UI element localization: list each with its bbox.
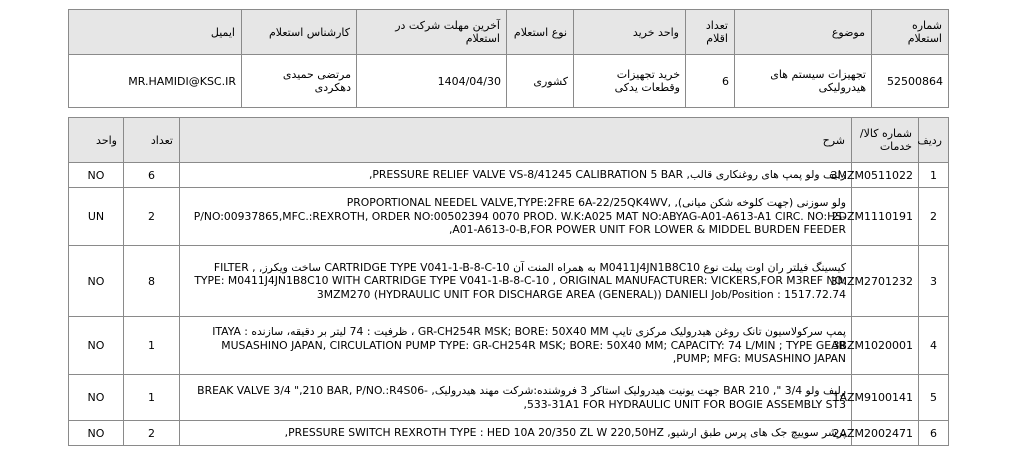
inquiry-deadline: 1404/04/30 xyxy=(357,55,507,108)
header-col-deadline: آخرین مهلت شرکت در استعلام xyxy=(357,10,507,55)
header-col-expert: کارشناس استعلام xyxy=(242,10,357,55)
row-unit: UN xyxy=(69,188,124,246)
row-index: 6 xyxy=(919,421,949,446)
row-qty: 2 xyxy=(124,421,180,446)
row-description: رلیف ولو پمپ های روغنکاری قالب, PRESSURE RELIEF VALVE VS-8/41245 CALIBRATION 5 BAR, xyxy=(180,163,852,188)
row-unit: NO xyxy=(69,375,124,421)
row-unit: NO xyxy=(69,317,124,375)
inquiry-type: کشوری xyxy=(507,55,574,108)
row-index: 2 xyxy=(919,188,949,246)
items-header-row xyxy=(69,118,949,163)
items-col-description: شرح xyxy=(180,118,852,163)
row-qty: 1 xyxy=(124,317,180,375)
header-col-unit: واحد خرید xyxy=(574,10,686,55)
header-row xyxy=(69,10,949,55)
row-description: ولو سوزنی (جهت کلوخه شکن میانی), PROPORTIONAL NEEDEL VALVE,TYPE:2FRE 6A-22/25QK4WV, P/NO:00937865,MFC.:REXROTH, ORDER NO:00502394 0070 PROD. W.K:A025 MAT NO:ABYAG-A01-A613-A1 CIRC. NO:HS-A01-A613-0-B,FOR POWER UNIT FOR LOWER & MIDDEL BURDEN FEEDER, xyxy=(180,188,852,246)
table-row xyxy=(69,375,949,421)
row-qty: 1 xyxy=(124,375,180,421)
table-row xyxy=(69,246,949,317)
row-unit: NO xyxy=(69,163,124,188)
items-col-code: شماره کالا/خدمات xyxy=(852,118,919,163)
items-col-qty: تعداد xyxy=(124,118,180,163)
row-index: 5 xyxy=(919,375,949,421)
table-row xyxy=(69,163,949,188)
items-col-index: ردیف xyxy=(919,118,949,163)
inquiry-unit: خرید تجهیزات وقطعات یدکی xyxy=(574,55,686,108)
row-code: 3BZM1020001 xyxy=(852,317,919,375)
row-code: 1AZM9100141 xyxy=(852,375,919,421)
header-col-email: ایمیل xyxy=(69,10,242,55)
row-index: 1 xyxy=(919,163,949,188)
row-index: 3 xyxy=(919,246,949,317)
row-code: 3MZM0511022 xyxy=(852,163,919,188)
row-code: 2AZM2002471 xyxy=(852,421,919,446)
header-col-type: نوع استعلام xyxy=(507,10,574,55)
row-index: 4 xyxy=(919,317,949,375)
inquiry-number: 52500864 xyxy=(872,55,949,108)
row-description: پمپ سرکولاسیون تانک روغن هیدرولیک مرکزی تایپ GR-CH254R MSK; BORE: 50X40 MM ، ظرفیت : 74 لیتر بر دقیقه، سازنده : ITAYA MUSASHINO JAPAN, CIRCULATION PUMP TYPE: GR-CH254R MSK; BORE: 50X40 MM; CAPACITY: 74 L/MIN ; TYPE GEAR PUMP; MFG: MUSASHINO JAPAN, xyxy=(180,317,852,375)
inquiry-email: MR.HAMIDI@KSC.IR xyxy=(69,55,242,108)
row-qty: 6 xyxy=(124,163,180,188)
row-unit: NO xyxy=(69,421,124,446)
row-description: کیسینگ فیلتر ران اوت پیلت نوع M0411J4JN1B8C10 به همراه المنت آن CARTRIDGE TYPE V041-1-B-8-C-10 ساخت ویکرز, FILTER , TYPE: M0411J4JN1B8C10 WITH CARTRIDGE TYPE V041-1-B-8-C-10 , ORIGINAL MANUFACTURER: VICKERS,FOR M3REF NO. 3MZM270 (HYDRAULIC UNIT FOR DISCHARGE AREA (GENERAL)) DANIELI Job/Position : 1517.72.74 xyxy=(180,246,852,317)
header-col-number: شماره استعلام xyxy=(872,10,949,55)
table-row xyxy=(69,188,949,246)
row-qty: 2 xyxy=(124,188,180,246)
items-col-unit: واحد xyxy=(69,118,124,163)
inquiry-row xyxy=(69,55,949,108)
row-description: رلیف ولو 3/4 ", 210 BAR جهت یونیت هیدرولیک استاکر 3 فروشنده:شرکت مهند هیدرولیک, BREAK VALVE 3/4 ",210 BAR, P/NO.:R4S06-533-31A1 FOR HYDRAULIC UNIT FOR BOGIE ASSEMBLY ST3, xyxy=(180,375,852,421)
inquiry-header-table xyxy=(68,9,949,108)
header-col-subject: موضوع xyxy=(735,10,872,55)
table-row xyxy=(69,317,949,375)
row-code: 3MZM2701232 xyxy=(852,246,919,317)
row-code: 2DZM1110191 xyxy=(852,188,919,246)
inquiry-count: 6 xyxy=(686,55,735,108)
row-unit: NO xyxy=(69,246,124,317)
row-description: پرشر سوییچ جک های پرس طبق ارشیو, PRESSURE SWITCH REXROTH TYPE : HED 10A 20/350 ZL W 220,50HZ, xyxy=(180,421,852,446)
header-col-count: تعداد اقلام xyxy=(686,10,735,55)
items-table xyxy=(68,117,949,446)
inquiry-subject: تجهیزات سیستم های هیدرولیکی xyxy=(735,55,872,108)
inquiry-expert: مرتضی حمیدی دهکردی xyxy=(242,55,357,108)
row-qty: 8 xyxy=(124,246,180,317)
table-row xyxy=(69,421,949,446)
